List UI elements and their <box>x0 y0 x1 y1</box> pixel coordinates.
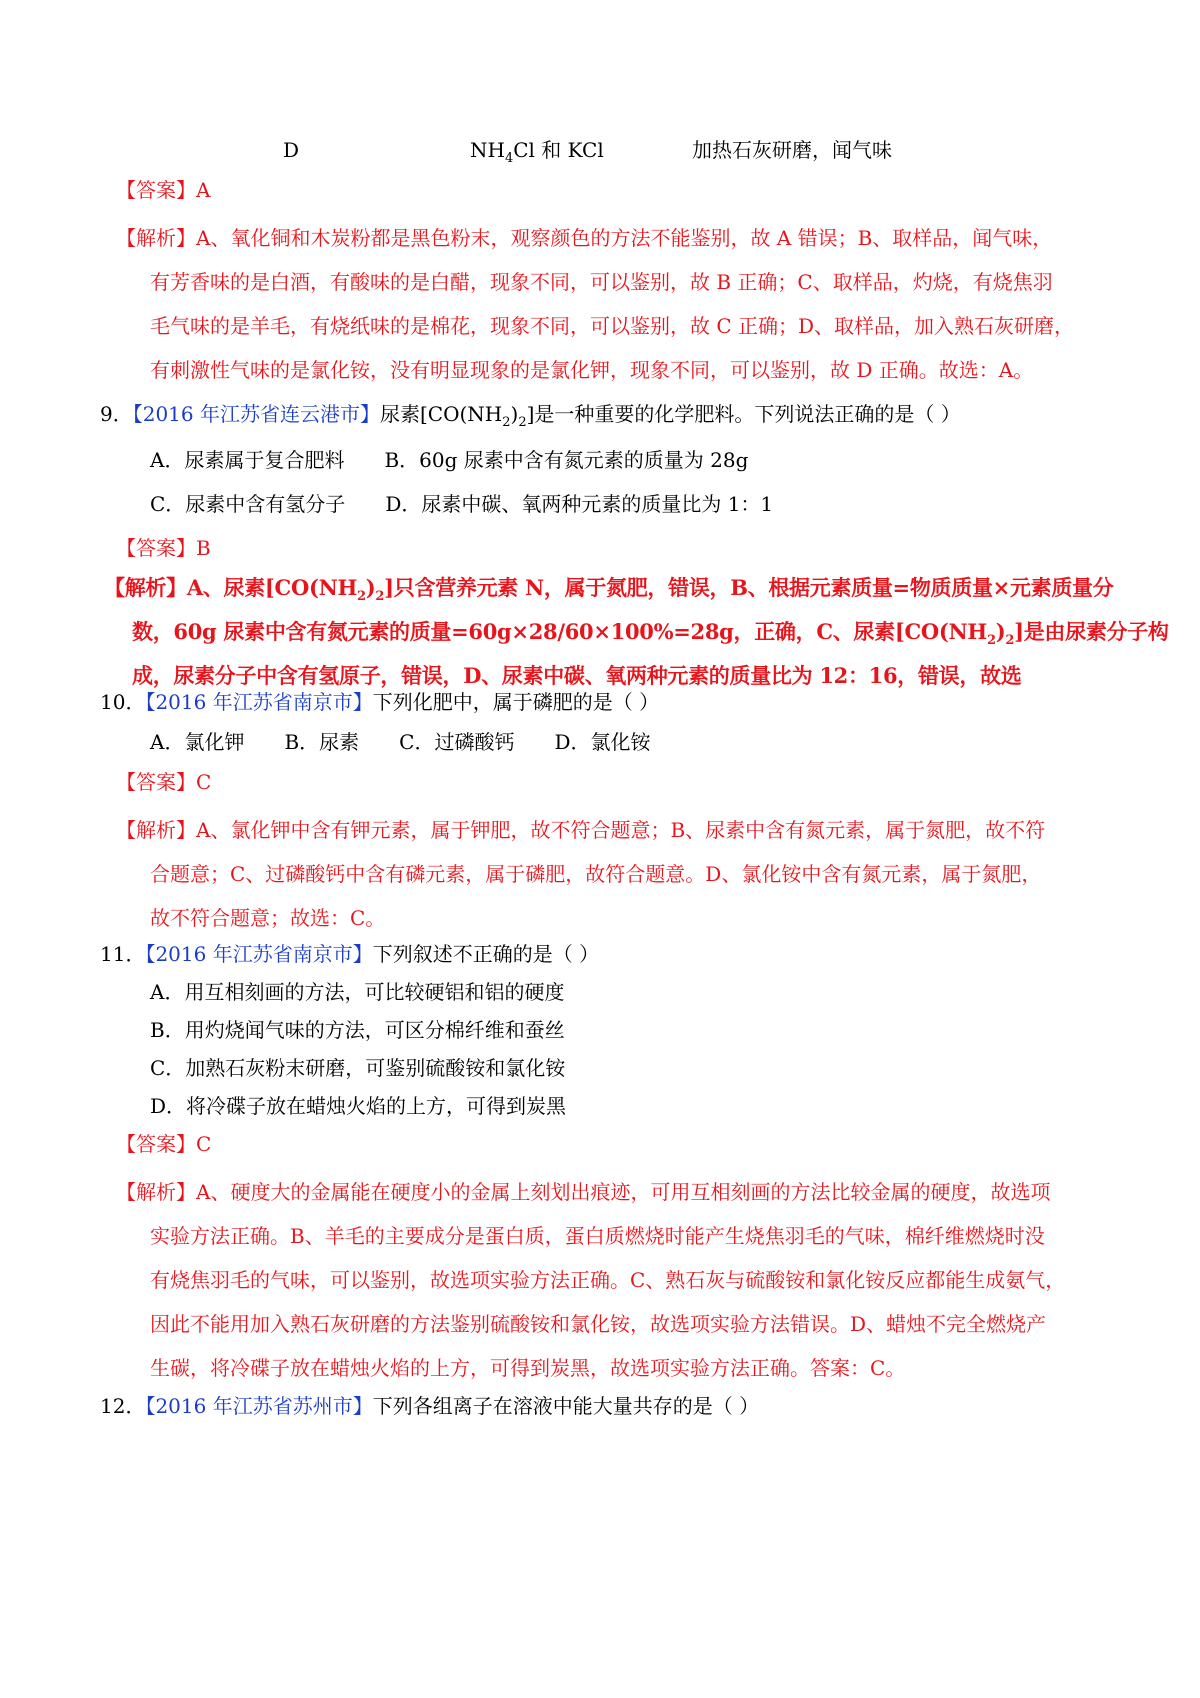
q11-analysis-line: 有烧焦羽毛的气味，可以鉴别，故选项实验方法正确。C、熟石灰与硫酸铵和氯化铵反应都能生成氨气， <box>150 1268 1066 1292</box>
q10-options-row: A．氯化钾 B．尿素 C．过磷酸钙 D．氯化铵 <box>150 730 651 754</box>
q9-options-row: C．尿素中含有氢分子 D．尿素中碳、氧两种元素的质量比为 1：1 <box>150 492 774 516</box>
q9-stem: 9．【2016 年江苏省连云港市】尿素$[CO(NH_2)_2]$是一种重要的化学肥料。下列说法正确的是（ ） <box>100 402 961 430</box>
q11-source: 【2016 年江苏省南京市】 <box>145 942 373 966</box>
q8-analysis-line: 有刺激性气味的是氯化铵，没有明显现象的是氯化钾，现象不同，可以鉴别，故 D 正确。故选：A。 <box>150 358 1034 382</box>
q12-source: 【2016 年江苏省苏州市】 <box>145 1394 373 1418</box>
q11-analysis-line: 实验方法正确。B、羊毛的主要成分是蛋白质，蛋白质燃烧时能产生烧焦羽毛的气味，棉纤维燃烧时没 <box>150 1224 1045 1248</box>
q8-analysis-line: 【解析】A、氧化铜和木炭粉都是黑色粉末，观察颜色的方法不能鉴别，故 A 错误；B、取样品，闻气味， <box>116 226 1053 250</box>
q8-analysis-line: 毛气味的是羊毛，有烧纸味的是棉花，现象不同，可以鉴别，故 C 正确；D、取样品，加入熟石灰研磨， <box>150 314 1075 338</box>
q10-analysis-line: 故不符合题意；故选：C。 <box>150 906 386 930</box>
q9-analysis-line: 数，60g 尿素中含有氮元素的质量=60g×28/60×100%=28g，正确，C、尿素$[CO(NH_2)_2]$是由尿素分子构 <box>132 619 1169 649</box>
q9-answer: 【答案】B <box>116 536 211 560</box>
q9-source: 【2016 年江苏省连云港市】 <box>132 402 380 426</box>
table-substances: $NH_4Cl$ 和 KCl <box>470 138 604 166</box>
q9-options-row: A．尿素属于复合肥料 B．60g 尿素中含有氮元素的质量为 28g <box>150 448 749 472</box>
q11-option: D．将冷碟子放在蜡烛火焰的上方，可得到炭黑 <box>150 1094 567 1118</box>
q11-option: A．用互相刻画的方法，可比较硬铝和铝的硬度 <box>150 980 565 1004</box>
q10-analysis-line: 合题意；C、过磷酸钙中含有磷元素，属于磷肥，故符合题意。D、氯化铵中含有氮元素，属于氮肥， <box>150 862 1042 886</box>
q10-source: 【2016 年江苏省南京市】 <box>145 690 373 714</box>
table-option: D <box>283 138 300 162</box>
q11-option: C．加熟石灰粉末研磨，可鉴别硫酸铵和氯化铵 <box>150 1056 566 1080</box>
q8-answer: 【答案】A <box>116 178 211 202</box>
q8-analysis-line: 有芳香味的是白酒，有酸味的是白醋，现象不同，可以鉴别，故 B 正确；C、取样品，灼烧，有烧焦羽 <box>150 270 1053 294</box>
q9-analysis-line: 【解析】A、尿素$[CO(NH_2)_2]$只含营养元素 N，属于氮肥，错误，B、根据元素质量=物质质量×元素质量分 <box>104 575 1114 605</box>
q10-stem: 10．【2016 年江苏省南京市】下列化肥中，属于磷肥的是（ ） <box>100 690 660 714</box>
table-method: 加热石灰研磨，闻气味 <box>692 138 892 162</box>
q11-stem: 11．【2016 年江苏省南京市】下列叙述不正确的是（ ） <box>100 942 600 966</box>
q11-option: B．用灼烧闻气味的方法，可区分棉纤维和蚕丝 <box>150 1018 565 1042</box>
q11-analysis-line: 【解析】A、硬度大的金属能在硬度小的金属上刻划出痕迹，可用互相刻画的方法比较金属的硬度，故选项 <box>116 1180 1051 1204</box>
q10-answer: 【答案】C <box>116 770 212 794</box>
q9-analysis-line: 成，尿素分子中含有氢原子，错误，D、尿素中碳、氧两种元素的质量比为 12：16，错误，故选 <box>132 663 1022 688</box>
q11-analysis-line: 因此不能用加入熟石灰研磨的方法鉴别硫酸铵和氯化铵，故选项实验方法错误。D、蜡烛不完全燃烧产 <box>150 1312 1047 1336</box>
q11-answer: 【答案】C <box>116 1132 212 1156</box>
q11-analysis-line: 生碳，将冷碟子放在蜡烛火焰的上方，可得到炭黑，故选项实验方法正确。答案：C。 <box>150 1356 906 1380</box>
q10-analysis-line: 【解析】A、氯化钾中含有钾元素，属于钾肥，故不符合题意；B、尿素中含有氮元素，属于氮肥，故不符 <box>116 818 1046 842</box>
q12-stem: 12．【2016 年江苏省苏州市】下列各组离子在溶液中能大量共存的是（ ） <box>100 1394 760 1418</box>
